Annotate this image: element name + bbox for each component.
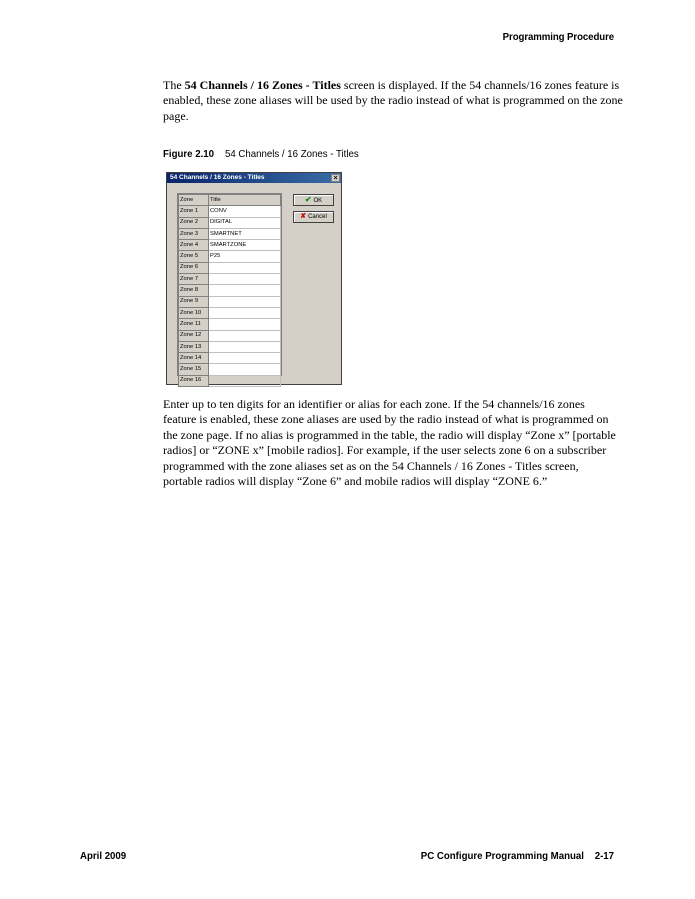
table-row — [179, 228, 281, 239]
zone-title-cell[interactable]: CONV — [209, 206, 281, 217]
zone-titles-dialog — [166, 172, 342, 385]
zone-row-header: Zone 9 — [179, 296, 209, 307]
figure-number: Figure 2.10 — [163, 148, 215, 160]
zone-row-header: Zone 3 — [179, 228, 209, 239]
grid-header-row — [179, 195, 281, 206]
table-row — [179, 341, 281, 352]
zone-row-header: Zone 13 — [179, 341, 209, 352]
zone-title-cell[interactable] — [209, 330, 281, 341]
close-icon[interactable]: × — [331, 174, 340, 182]
zone-row-header: Zone 6 — [179, 262, 209, 273]
zone-row-header: Zone 10 — [179, 307, 209, 318]
zone-row-header: Zone 4 — [179, 240, 209, 251]
zone-title-cell[interactable]: DIGITAL — [209, 217, 281, 228]
table-row — [179, 285, 281, 296]
footer-manual: PC Configure Programming Manual 2-17 — [420, 850, 614, 862]
zone-title-cell[interactable] — [209, 296, 281, 307]
zone-title-cell[interactable] — [209, 262, 281, 273]
zone-row-header: Zone 11 — [179, 319, 209, 330]
screen-name: 54 Channels / 16 Zones - Titles — [184, 78, 341, 92]
body-paragraph: Enter up to ten digits for an identifier or alias for each zone. If the 54 channels/16 zones feature is enabled, these zone aliases are used by the radio instead of what is programmed on the zone page. If no alias is programmed in the table, the radio will display “Zone x” [portable radios] or “ZONE x” [mobile radios]. For example, if the user selects zone 6 on a subscriber programmed with the zone aliases set as on the 54 Channels / 16 Zones - Titles screen, portable radios will display “Zone 6” and mobile radios will display “ZONE 6.” — [163, 397, 616, 489]
zone-title-cell[interactable] — [209, 285, 281, 296]
zone-title-cell[interactable] — [209, 375, 281, 386]
zone-title-cell[interactable] — [209, 341, 281, 352]
zone-row-header: Zone 2 — [179, 217, 209, 228]
zone-titles-grid — [177, 193, 282, 384]
cancel-button[interactable]: ✘ Cancel — [293, 211, 334, 223]
table-row — [179, 262, 281, 273]
zone-title-cell[interactable]: P25 — [209, 251, 281, 262]
zone-title-cell[interactable] — [209, 319, 281, 330]
page-header: Programming Procedure — [502, 31, 614, 43]
intro-paragraph: The 54 Channels / 16 Zones - Titles screen is displayed. If the 54 channels/16 zones feature is enabled, these zone aliases will be used by the radio instead of what is programmed on the zone page. — [163, 78, 623, 123]
zone-title-cell[interactable] — [209, 307, 281, 318]
figure-caption — [163, 148, 359, 160]
zone-row-header: Zone 5 — [179, 251, 209, 262]
column-header-title: Title — [209, 195, 281, 206]
table-row — [179, 364, 281, 375]
checkmark-icon: ✔ — [304, 195, 312, 204]
zone-title-cell[interactable] — [209, 353, 281, 364]
dialog-title: 54 Channels / 16 Zones - Titles — [170, 174, 265, 181]
table-row — [179, 375, 281, 386]
zone-title-cell[interactable] — [209, 274, 281, 285]
zone-row-header: Zone 12 — [179, 330, 209, 341]
dialog-titlebar — [167, 173, 341, 183]
table-row — [179, 217, 281, 228]
table-row — [179, 353, 281, 364]
table-row — [179, 319, 281, 330]
table-row — [179, 296, 281, 307]
zone-row-header: Zone 8 — [179, 285, 209, 296]
zone-row-header: Zone 7 — [179, 274, 209, 285]
table-row — [179, 251, 281, 262]
zone-row-header: Zone 14 — [179, 353, 209, 364]
figure-title: 54 Channels / 16 Zones - Titles — [224, 148, 359, 160]
table-row — [179, 206, 281, 217]
ok-button[interactable]: ✔ OK — [293, 194, 334, 206]
table-row — [179, 240, 281, 251]
table-row — [179, 307, 281, 318]
zone-title-cell[interactable] — [209, 364, 281, 375]
zone-row-header: Zone 16 — [179, 375, 209, 386]
table-row — [179, 274, 281, 285]
zone-row-header: Zone 15 — [179, 364, 209, 375]
footer-date: April 2009 — [80, 850, 127, 862]
zone-title-cell[interactable]: SMARTZONE — [209, 240, 281, 251]
table-row — [179, 330, 281, 341]
zone-row-header: Zone 1 — [179, 206, 209, 217]
x-icon: ✘ — [300, 213, 307, 220]
zone-title-cell[interactable]: SMARTNET — [209, 228, 281, 239]
column-header-zone: Zone — [179, 195, 209, 206]
